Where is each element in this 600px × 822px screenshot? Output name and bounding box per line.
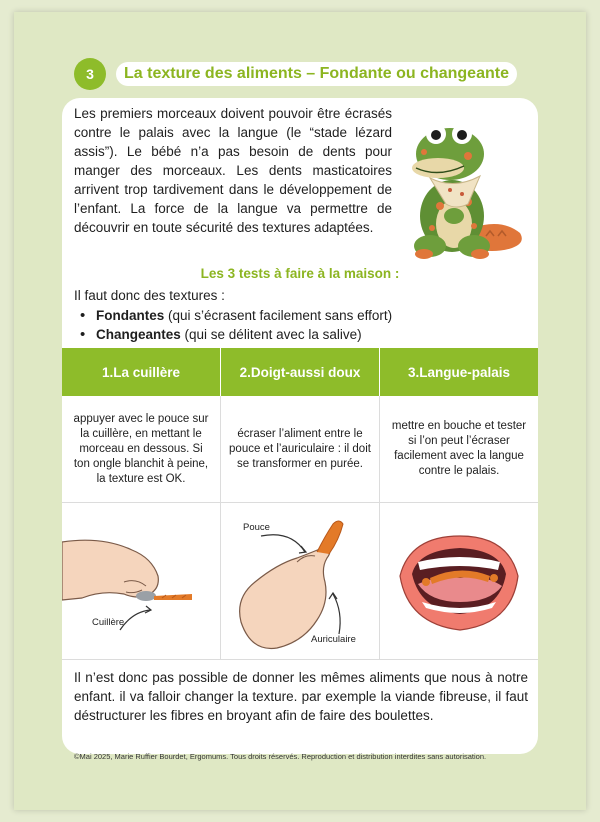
- texture-detail: (qui s’écrasent facilement sans effort): [164, 308, 393, 323]
- textures-intro: Il faut donc des textures :: [74, 288, 225, 303]
- copyright-notice: ©Mai 2025, Marie Ruffier Bourdet, Ergomums. Tous droits réservés. Reproduction et distribution interdites sans autorisation.: [74, 752, 487, 761]
- thumb-label: Pouce: [243, 522, 270, 533]
- conclusion-paragraph: Il n’est donc pas possible de donner les mêmes aliments que nous à notre enfant. il va falloir changer la texture. par exemple la viande fibreuse, il faut déstructurer les fibres en broyant afin de faire des boulettes.: [74, 670, 528, 723]
- test-header-spoon: 1.La cuillère: [62, 348, 220, 396]
- list-item: [78, 325, 392, 344]
- texture-term: Changeantes: [96, 327, 181, 342]
- texture-term: Fondantes: [96, 308, 165, 323]
- test-header-finger: 2.Doigt-aussi doux: [221, 348, 379, 396]
- list-item: [78, 306, 392, 325]
- section-number-badge: 3: [74, 58, 106, 90]
- section-heading: [74, 57, 534, 91]
- open-mouth-illustration: [380, 502, 538, 660]
- textures-list: [78, 306, 392, 344]
- spoon-label: Cuillère: [92, 617, 125, 628]
- test-description-finger: écraser l’aliment entre le pouce et l’auriculaire : il doit se transformer en purée.: [229, 427, 371, 470]
- test-description-spoon: appuyer avec le pouce sur la cuillère, en mettant le morceau en dessous. Si ton ongle blanchit à peine, la texture est OK.: [73, 412, 209, 485]
- tests-heading: Les 3 tests à faire à la maison :: [200, 266, 400, 281]
- texture-detail: (qui se délitent avec la salive): [180, 327, 362, 342]
- intro-paragraph: Les premiers morceaux doivent pouvoir être écrasés contre le palais avec la langue (le “stade lézard assis”). Le bébé n’a pas besoin de dents pour manger des morceaux. Les dents masticatoires arrivent trop tardivement dans le développement de l’enfant. La force de la langue va permettre de découvrir en toute sécurité des textures adaptées.: [74, 106, 392, 235]
- test-header-tongue: 3.Langue-palais: [380, 348, 538, 396]
- section-title: La texture des aliments – Fondante ou changeante: [116, 62, 517, 86]
- content-card: [62, 98, 538, 754]
- test-description-tongue: mettre en bouche et tester si l’on peut l’écraser facilement avec la langue contre le palais.: [391, 420, 527, 477]
- pinky-label: Auriculaire: [311, 634, 356, 645]
- tests-table: [62, 348, 538, 660]
- crocodile-mascot-illustration: [402, 108, 528, 262]
- finger-pinch-illustration: [221, 502, 379, 660]
- spoon-hand-illustration: [62, 502, 220, 660]
